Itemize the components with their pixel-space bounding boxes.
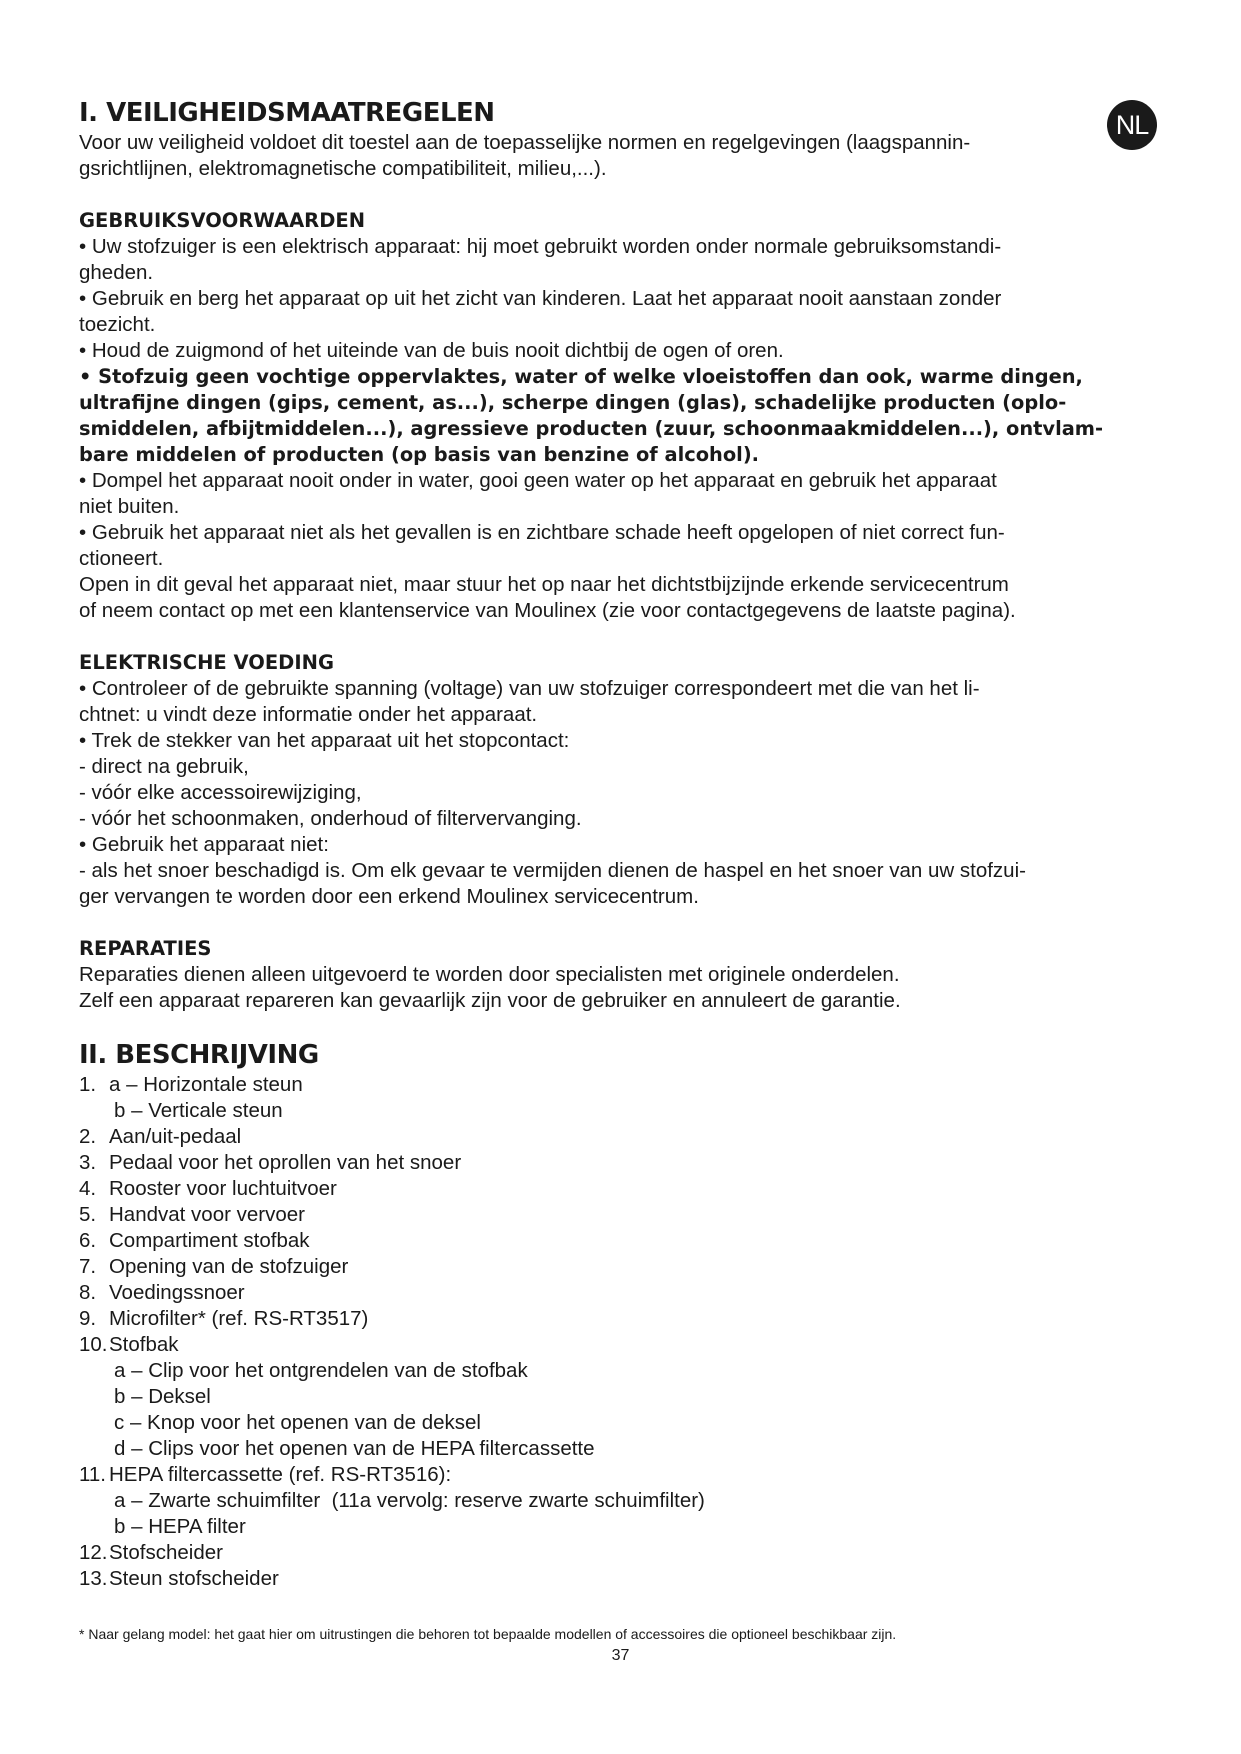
paragraph-line: ctioneert.	[79, 547, 164, 570]
list-item	[79, 1332, 1169, 1358]
item-label: Opening van de stofzuiger	[109, 1255, 349, 1278]
heading-gebruiksvoorwaarden: GEBRUIKSVOORWAARDEN	[79, 209, 366, 232]
list-item	[79, 1254, 1169, 1280]
item-label: c – Knop voor het openen van de deksel	[114, 1411, 481, 1434]
item-number: 12.	[79, 1541, 108, 1564]
list-item	[79, 1228, 1169, 1254]
item-label: d – Clips voor het openen van de HEPA filtercassette	[114, 1437, 595, 1460]
item-number: 8.	[79, 1281, 97, 1304]
item-label: Rooster voor luchtuitvoer	[109, 1177, 337, 1200]
paragraph-line: niet buiten.	[79, 495, 180, 518]
item-number: 2.	[79, 1125, 97, 1148]
item-label: Compartiment stofbak	[109, 1229, 310, 1252]
paragraph-line: gheden.	[79, 261, 154, 284]
parts-list	[79, 1072, 1169, 1592]
footnote: * Naar gelang model: het gaat hier om uitrustingen die behoren tot bepaalde modellen of accessoires die optioneel beschikbaar zijn.	[79, 1626, 897, 1642]
list-subitem	[79, 1488, 1169, 1514]
item-label: Voedingssnoer	[109, 1281, 245, 1304]
intro-line: gsrichtlijnen, elektromagnetische compatibiliteit, milieu,...).	[79, 157, 607, 180]
item-label: Handvat voor vervoer	[109, 1203, 305, 1226]
list-item	[79, 1566, 1169, 1592]
item-number: 6.	[79, 1229, 97, 1252]
section-title-safety: I. VEILIGHEIDSMAATREGELEN	[79, 98, 495, 128]
paragraph-line: - vóór elke accessoirewijziging,	[79, 781, 362, 804]
item-number: 1.	[79, 1073, 97, 1096]
item-label: b – Verticale steun	[114, 1099, 283, 1122]
paragraph-line: • Uw stofzuiger is een elektrisch apparaat: hij moet gebruikt worden onder normale gebruiksomstandi-	[79, 235, 1002, 258]
list-subitem	[79, 1514, 1169, 1540]
page-number: 37	[611, 1647, 630, 1664]
heading-elektrische-voeding: ELEKTRISCHE VOEDING	[79, 651, 334, 674]
paragraph-line: • Gebruik het apparaat niet:	[79, 833, 329, 856]
paragraph-line: Zelf een apparaat repareren kan gevaarlijk zijn voor de gebruiker en annuleert de garantie.	[79, 989, 901, 1012]
list-subitem	[79, 1384, 1169, 1410]
list-item	[79, 1124, 1169, 1150]
paragraph-line: Reparaties dienen alleen uitgevoerd te worden door specialisten met originele onderdelen.	[79, 963, 900, 986]
item-number: 5.	[79, 1203, 97, 1226]
list-item	[79, 1540, 1169, 1566]
item-label: Pedaal voor het oprollen van het snoer	[109, 1151, 462, 1174]
list-item	[79, 1306, 1169, 1332]
paragraph-line: toezicht.	[79, 313, 156, 336]
item-label: Stofbak	[109, 1333, 179, 1356]
list-subitem	[79, 1410, 1169, 1436]
language-badge: NL	[1107, 100, 1157, 150]
paragraph-line: • Trek de stekker van het apparaat uit het stopcontact:	[79, 729, 570, 752]
item-label: a – Zwarte schuimfilter (11a vervolg: reserve zwarte schuimfilter)	[114, 1489, 705, 1512]
item-number: 13.	[79, 1567, 108, 1590]
warning-line: smiddelen, afbijtmiddelen...), agressieve producten (zuur, schoonmaakmiddelen...), ontvlam-	[79, 417, 1104, 440]
paragraph-line: - direct na gebruik,	[79, 755, 249, 778]
item-label: Microfilter* (ref. RS-RT3517)	[109, 1307, 369, 1330]
heading-reparaties: REPARATIES	[79, 937, 212, 960]
item-label: a – Clip voor het ontgrendelen van de stofbak	[114, 1359, 528, 1382]
paragraph-line: of neem contact op met een klantenservice van Moulinex (zie voor contactgegevens de laatste pagina).	[79, 599, 1016, 622]
page-content	[79, 96, 1169, 1592]
item-label: HEPA filtercassette (ref. RS-RT3516):	[109, 1463, 452, 1486]
item-number: 10.	[79, 1333, 108, 1356]
item-label: Steun stofscheider	[109, 1567, 279, 1590]
item-number: 7.	[79, 1255, 97, 1278]
item-label: a – Horizontale steun	[109, 1073, 303, 1096]
paragraph-line: ger vervangen te worden door een erkend Moulinex servicecentrum.	[79, 885, 699, 908]
section-title-description: II. BESCHRIJVING	[79, 1040, 319, 1070]
paragraph-line: • Gebruik en berg het apparaat op uit het zicht van kinderen. Laat het apparaat nooit aanstaan zonder	[79, 287, 1002, 310]
list-item	[79, 1150, 1169, 1176]
warning-line: bare middelen of producten (op basis van benzine of alcohol).	[79, 443, 760, 466]
paragraph-line: - als het snoer beschadigd is. Om elk gevaar te vermijden dienen de haspel en het snoer van uw stofzui-	[79, 859, 1026, 882]
item-label: Stofscheider	[109, 1541, 223, 1564]
item-label: Aan/uit-pedaal	[109, 1125, 242, 1148]
list-item	[79, 1072, 1169, 1098]
paragraph-line: Open in dit geval het apparaat niet, maar stuur het op naar het dichtstbijzijnde erkende servicecentrum	[79, 573, 1009, 596]
item-number: 9.	[79, 1307, 97, 1330]
list-item	[79, 1202, 1169, 1228]
paragraph-line: • Controleer of de gebruikte spanning (voltage) van uw stofzuiger correspondeert met die van het li-	[79, 677, 980, 700]
paragraph-line: • Houd de zuigmond of het uiteinde van de buis nooit dichtbij de ogen of oren.	[79, 339, 784, 362]
item-number: 3.	[79, 1151, 97, 1174]
list-subitem	[79, 1098, 1169, 1124]
item-number: 4.	[79, 1177, 97, 1200]
list-subitem	[79, 1358, 1169, 1384]
intro-line: Voor uw veiligheid voldoet dit toestel aan de toepasselijke normen en regelgevingen (laagspannin-	[79, 131, 971, 154]
paragraph-line: - vóór het schoonmaken, onderhoud of filtervervanging.	[79, 807, 582, 830]
list-item	[79, 1462, 1169, 1488]
paragraph-line: chtnet: u vindt deze informatie onder het apparaat.	[79, 703, 538, 726]
item-label: b – HEPA filter	[114, 1515, 246, 1538]
item-number: 11.	[79, 1463, 106, 1486]
item-label: b – Deksel	[114, 1385, 211, 1408]
warning-line: ultrafijne dingen (gips, cement, as...), scherpe dingen (glas), schadelijke producten (oplo-	[79, 391, 1067, 414]
list-item	[79, 1176, 1169, 1202]
list-subitem	[79, 1436, 1169, 1462]
list-item	[79, 1280, 1169, 1306]
paragraph-line: • Gebruik het apparaat niet als het gevallen is en zichtbare schade heeft opgelopen of niet correct fun-	[79, 521, 1005, 544]
paragraph-line: • Dompel het apparaat nooit onder in water, gooi geen water op het apparaat en gebruik het apparaat	[79, 469, 997, 492]
warning-line: • Stofzuig geen vochtige oppervlaktes, water of welke vloeistoffen dan ook, warme dingen,	[79, 365, 1083, 388]
